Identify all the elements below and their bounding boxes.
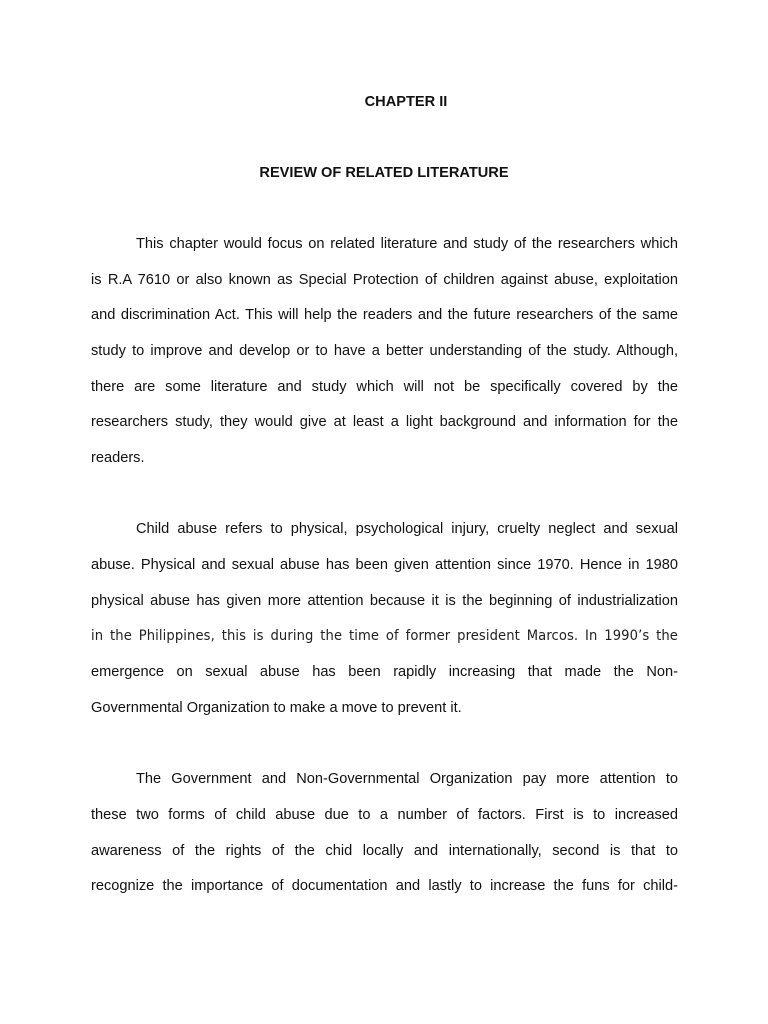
paragraph-2-line-1: Child abuse refers to physical, psychological injury, cruelty neglect and sexual	[136, 521, 678, 537]
paragraph-2-line-2: abuse. Physical and sexual abuse has been given attention since 1970. Hence in 1980	[91, 557, 678, 573]
paragraph-2-line-4: in the Philippines, this is during the time of former president Marcos. In 1990’s the	[91, 627, 678, 644]
chapter-heading: CHAPTER II	[364, 94, 448, 110]
paragraph-1-line-2: is R.A 7610 or also known as Special Protection of children against abuse, exploitation	[91, 272, 678, 288]
paragraph-1-line-7: readers.	[91, 450, 145, 466]
paragraph-2-line-3: physical abuse has given more attention because it is the beginning of industrialization	[91, 593, 678, 609]
paragraph-3-line-1: The Government and Non-Governmental Organization pay more attention to	[136, 771, 678, 787]
paragraph-3-line-4: recognize the importance of documentation and lastly to increase the funs for child-	[91, 878, 678, 894]
paragraph-2-line-5: emergence on sexual abuse has been rapidly increasing that made the Non-	[91, 664, 678, 680]
paragraph-1-line-1: This chapter would focus on related literature and study of the researchers which	[136, 236, 678, 252]
paragraph-1-line-3: and discrimination Act. This will help the readers and the future researchers of the same	[91, 307, 678, 323]
paragraph-1-line-5: there are some literature and study which will not be specifically covered by the	[91, 379, 678, 395]
paragraph-1-line-4: study to improve and develop or to have a better understanding of the study. Although,	[91, 343, 678, 359]
paragraph-3-line-2: these two forms of child abuse due to a number of factors. First is to increased	[91, 807, 678, 823]
paragraph-3-line-3: awareness of the rights of the chid locally and internationally, second is that to	[91, 843, 678, 859]
paragraph-1-line-6: researchers study, they would give at least a light background and information for the	[91, 414, 678, 430]
section-heading: REVIEW OF RELATED LITERATURE	[259, 165, 509, 181]
paragraph-2-line-6: Governmental Organization to make a move to prevent it.	[91, 700, 462, 716]
